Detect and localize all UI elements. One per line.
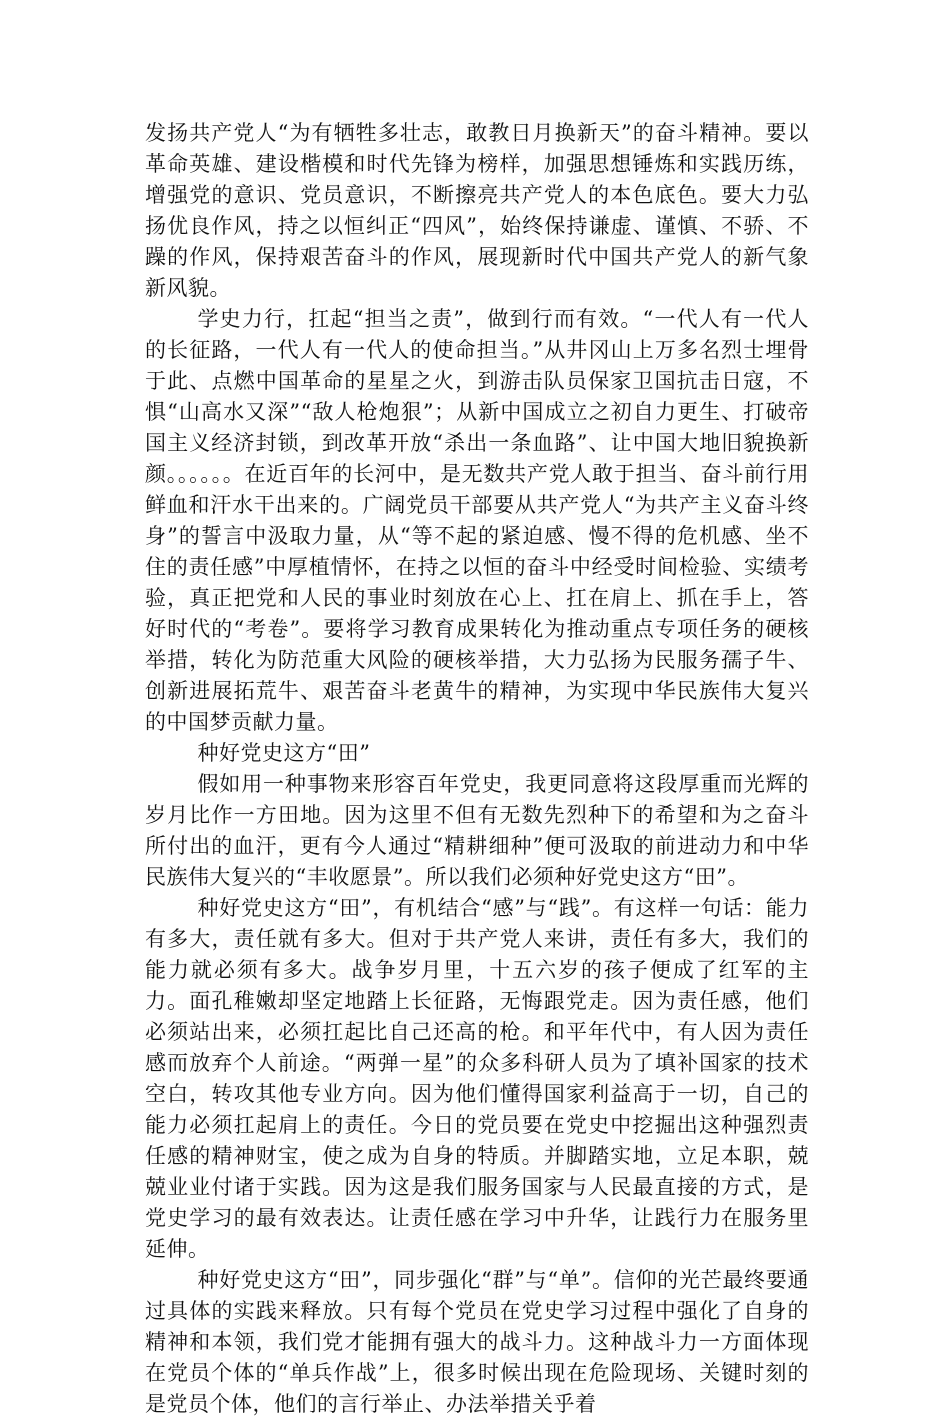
paragraph-take-responsibility: 学史力行，扛起“担当之责”，做到行而有效。“一代人有一代人的长征路，一代人有一代人的使命担当。”从井冈山上万多名烈士埋骨于此、点燃中国革命的星星之火，到游击队员保家卫国抗击日寇，不惧“山高水又深”“敌人枪炮狠”；从新中国成立之初自力更生、打破帝国主义经济封锁，到改革开放“杀出一条血路”、让中国大地旧貌换新颜。。。。。。在近百年的长河中，是无数共产党人敢于担当、奋斗前行用鲜血和汗水干出来的。广阔党员干部要从共产党人“为共产主义奋斗终身”的誓言中汲取力量，从“等不起的紧迫感、慢不得的危机感、坐不住的责任感”中厚植情怀，在持之以恒的奋斗中经受时间检验、实绩考验，真正把党和人民的事业时刻放在心上、扛在肩上、抓在手上，答好时代的“考卷”。要将学习教育成果转化为推动重点专项任务的硬核举措，转化为防范重大风险的硬核举措，大力弘扬为民服务孺子牛、创新进展拓荒牛、艰苦奋斗老黄牛的精神，为实现中华民族伟大复兴的中国梦贡献力量。 xyxy=(145,307,809,734)
paragraph-group-and-individual: 种好党史这方“田”，同步强化“群”与“单”。信仰的光芒最终要通过具体的实践来释放。只有每个党员在党史学习过程中强化了自身的精神和本领，我们党才能拥有强大的战斗力。这种战斗力一方面体现在党员个体的“单兵作战”上，很多时候出现在危险现场、关键时刻的是党员个体，他们的言行举止、办法举措关乎着 xyxy=(145,1268,809,1416)
paragraph-field-metaphor: 假如用一种事物来形容百年党史，我更同意将这段厚重而光辉的岁月比作一方田地。因为这里不但有无数先烈种下的希望和为之奋斗所付出的血汗，更有今人通过“精耕细种”便可汲取的前进动力和中华民族伟大复兴的“丰收愿景”。所以我们必须种好党史这方“田”。 xyxy=(145,772,809,889)
paragraph-struggle-spirit: 发扬共产党人“为有牺牲多壮志，敢教日月换新天”的奋斗精神。要以革命英雄、建设楷模和时代先锋为榜样，加强思想锤炼和实践历练，增强党的意识、党员意识，不断擦亮共产党人的本色底色。要大力弘扬优良作风，持之以恒纠正“四风”，始终保持谦虚、谨慎、不骄、不躁的作风，保持艰苦奋斗的作风，展现新时代中国共产党人的新气象新风貌。 xyxy=(145,121,809,300)
document-body xyxy=(145,118,809,1420)
section-heading-party-history-field: 种好党史这方“田” xyxy=(197,741,371,765)
paragraph-feeling-and-practice: 种好党史这方“田”，有机结合“感”与“践”。有这样一句话：能力有多大，责任就有多大。但对于共产党人来讲，责任有多大，我们的能力就必须有多大。战争岁月里，十五六岁的孩子便成了红军的主力。面孔稚嫩却坚定地踏上长征路，无悔跟党走。因为责任感，他们必须站出来，必须扛起比自己还高的枪。和平年代中，有人因为责任感而放弃个人前途。“两弹一星”的众多科研人员为了填补国家的技术空白，转攻其他专业方向。因为他们懂得国家利益高于一切，自己的能力必须扛起肩上的责任。今日的党员要在党史中挖掘出这种强烈责任感的精神财宝，使之成为自身的特质。并脚踏实地，立足本职，兢兢业业付诸于实践。因为这是我们服务国家与人民最直接的方式，是党史学习的最有效表达。让责任感在学习中升华，让践行力在服务里延伸。 xyxy=(145,896,809,1261)
